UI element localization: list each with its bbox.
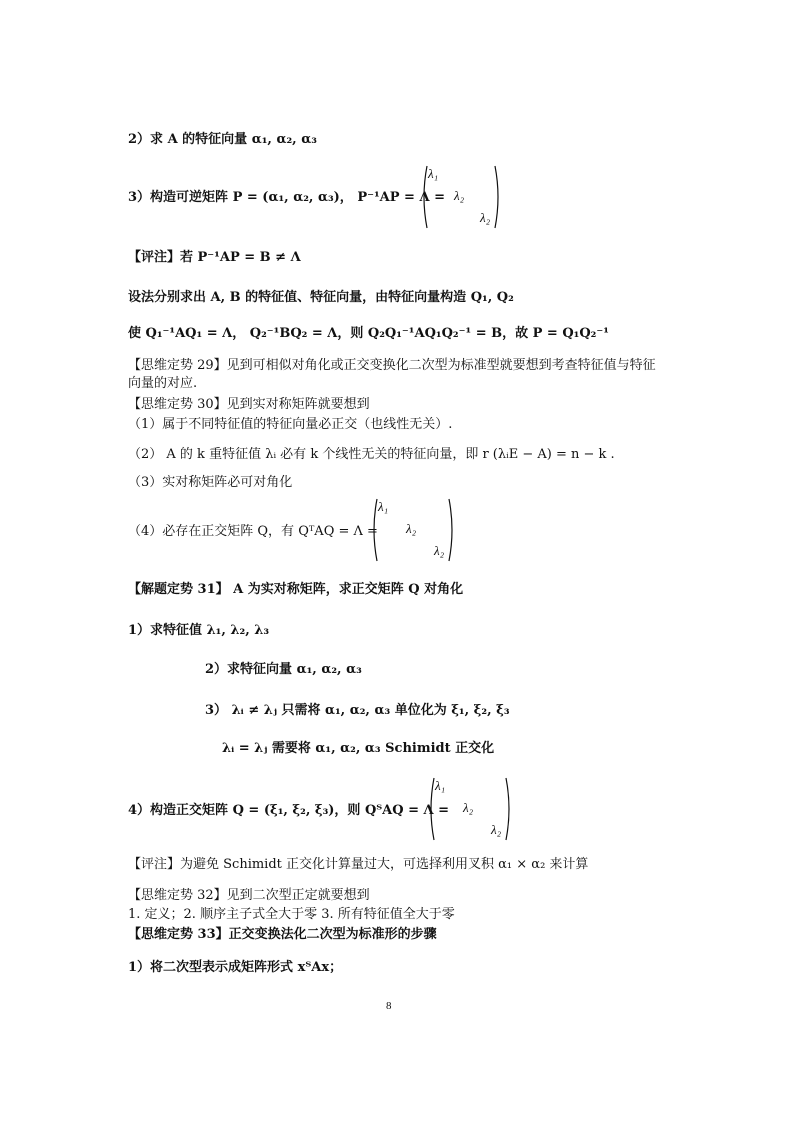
diagonal-matrix xyxy=(427,776,513,842)
matrix-entry: λ₂ xyxy=(491,822,502,837)
matrix-entry: λ₂ xyxy=(434,543,445,558)
text-line: 【思维定势 30】见到实对称矩阵就要想到 xyxy=(128,397,370,412)
diagonal-matrix xyxy=(370,497,456,563)
text-line: 1. 定义；2. 顺序主子式全大于零 3. 所有特征值全大于零 xyxy=(128,907,455,922)
matrix-entry: λ₁ xyxy=(428,166,439,181)
diagonal-matrix xyxy=(420,164,502,230)
text-line: （3）实对称矩阵必可对角化 xyxy=(128,475,293,490)
text-line: 2）求特征向量 α₁, α₂, α₃ xyxy=(205,662,362,677)
matrix-entry: λ₂ xyxy=(463,800,474,815)
matrix-entry: λ₂ xyxy=(454,188,465,203)
text-line: 2）求 A 的特征向量 α₁, α₂, α₃ xyxy=(128,132,317,147)
text-line: 【评注】若 P⁻¹AP = B ≠ Λ xyxy=(128,250,301,265)
text-line: 3）构造可逆矩阵 P = (α₁, α₂, α₃)， P⁻¹AP = Λ = xyxy=(128,190,445,205)
text-line: 3） λᵢ ≠ λⱼ 只需将 α₁, α₂, α₃ 单位化为 ξ₁, ξ₂, ξ₃ xyxy=(205,703,510,718)
page-number: 8 xyxy=(386,1000,392,1012)
text-line: 4）构造正交矩阵 Q = (ξ₁, ξ₂, ξ₃)，则 QᵀAQ = Λ = xyxy=(128,803,450,818)
text-line: 【解题定势 31】 A 为实对称矩阵，求正交矩阵 Q 对角化 xyxy=(128,582,464,597)
matrix-entry: λ₂ xyxy=(406,521,417,536)
matrix-entry: λ₁ xyxy=(378,499,389,514)
text-line: 【评注】为避免 Schimidt 正交化计算量过大，可选择利用叉积 α₁ × α₂ 来计算 xyxy=(128,857,589,872)
text-line: （2） A 的 k 重特征值 λᵢ 必有 k 个线性无关的特征向量，即 r (λᵢE − A) = n − k . xyxy=(128,447,615,462)
text-line: 【思维定势 32】见到二次型正定就要想到 xyxy=(128,888,370,903)
text-line: 【思维定势 29】见到可相似对角化或正交变换化二次型为标准型就要想到考查特征值与特征 xyxy=(128,358,656,373)
text-line: 设法分别求出 A, B 的特征值、特征向量，由特征向量构造 Q₁, Q₂ xyxy=(128,290,514,305)
text-line: 1）求特征值 λ₁, λ₂, λ₃ xyxy=(128,623,270,638)
text-line: 1）将二次型表示成矩阵形式 xᵀAx； xyxy=(128,960,343,975)
text-line: 【思维定势 33】正交变换法化二次型为标准形的步骤 xyxy=(128,927,437,942)
text-line: （4）必存在正交矩阵 Q，有 QᵀAQ = Λ = xyxy=(128,524,378,539)
text-line: （1）属于不同特征值的特征向量必正交（也线性无关）. xyxy=(128,417,453,432)
matrix-entry: λ₂ xyxy=(480,210,491,225)
text-line: 使 Q₁⁻¹AQ₁ = Λ， Q₂⁻¹BQ₂ = Λ，则 Q₂Q₁⁻¹AQ₁Q₂⁻¹ = B，故 P = Q₁Q₂⁻¹ xyxy=(128,326,609,341)
text-line: λᵢ = λⱼ 需要将 α₁, α₂, α₃ Schimidt 正交化 xyxy=(222,741,495,756)
matrix-entry: λ₁ xyxy=(435,778,446,793)
text-line: 向量的对应. xyxy=(128,376,198,391)
